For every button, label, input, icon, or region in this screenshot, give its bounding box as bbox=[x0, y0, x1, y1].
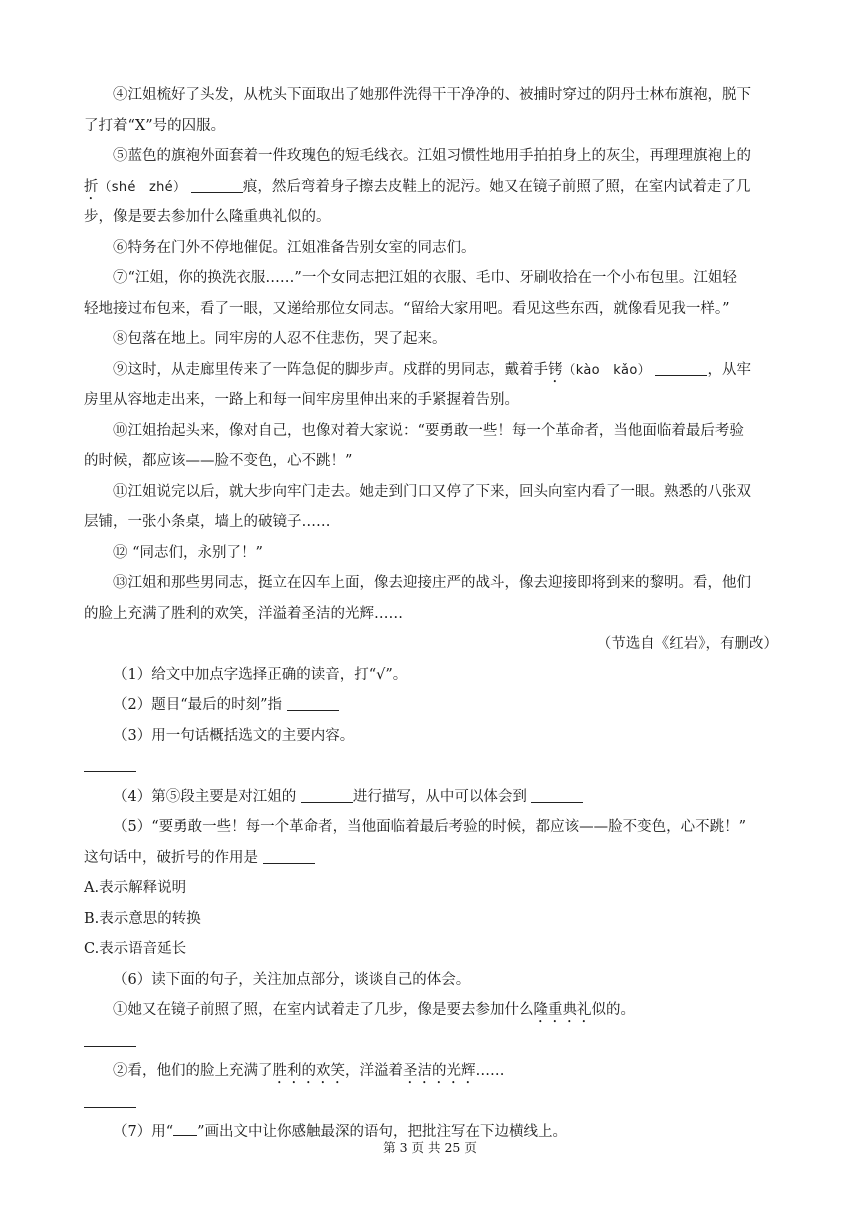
paragraph-9-line-1 bbox=[84, 355, 778, 386]
q6-sentence-2-post: …… bbox=[475, 1063, 505, 1079]
answer-blank-q5[interactable] bbox=[263, 845, 315, 864]
q6-sentence-1-dotted: 隆重典礼 bbox=[533, 1002, 592, 1018]
question-5-text: 这句话中，破折号的作用是 bbox=[84, 849, 258, 866]
paragraph-4-line-1: ④江姐梳好了头发，从枕头下面取出了她那件洗得干干净净的、被捕时穿过的阴丹士林布旗袍，脱下 bbox=[113, 87, 751, 103]
answer-blank-q3[interactable] bbox=[84, 753, 136, 772]
paragraph-8: ⑧包落在地上。同牢房的人忍不住悲伤，哭了起来。 bbox=[113, 331, 447, 347]
paragraph-5-line-2-text: 痕，然后弯着身子擦去皮鞋上的泥污。她又在镜子前照了照，在室内试着走了几 bbox=[242, 178, 751, 195]
answer-blank-q6-1[interactable] bbox=[84, 1028, 136, 1047]
answer-blank-q4-b[interactable] bbox=[531, 784, 583, 803]
paragraph-5-line-2 bbox=[84, 172, 778, 203]
question-7-text-pre: （7）用“ bbox=[113, 1124, 174, 1140]
dotted-char-kao: 铐 bbox=[548, 361, 563, 378]
paragraph-11-line-1: ⑪江姐说完以后，就大步向牢门走去。她走到门口又停了下来，回头向室内看了一眼。熟悉的八张双 bbox=[113, 483, 751, 500]
question-1: （1）给文中加点字选择正确的读音，打“√”。 bbox=[113, 666, 408, 683]
answer-blank-zhe[interactable] bbox=[191, 174, 243, 193]
option-c[interactable]: C.表示语音延长 bbox=[84, 941, 187, 957]
reading-passage bbox=[84, 80, 778, 1148]
question-2-text: （2）题目“最后的时刻”指 bbox=[113, 697, 283, 713]
q6-sentence-1-pre: ①她又在镜子前照了照，在室内试着走了几步，像是要去参加什么 bbox=[113, 1002, 534, 1018]
underline-sample bbox=[173, 1121, 197, 1136]
question-5-line-2 bbox=[84, 843, 778, 874]
answer-line-q3 bbox=[84, 751, 778, 782]
answer-blank-q4-a[interactable] bbox=[301, 784, 353, 803]
option-a[interactable]: A.表示解释说明 bbox=[84, 880, 187, 896]
paragraph-11-line-2: 层铺，一张小条桌，墙上的破镜子…… bbox=[84, 514, 331, 530]
paragraph-6: ⑥特务在门外不停地催促。江姐准备告别女室的同志们。 bbox=[113, 239, 476, 256]
paragraph-10-line-2: 的时候，都应该——脸不变色，心不跳！” bbox=[84, 453, 353, 469]
question-6-sentence-1 bbox=[84, 995, 778, 1026]
question-4-text-b: 进行描写，从中可以体会到 bbox=[352, 788, 527, 805]
question-6-sentence-2 bbox=[84, 1056, 778, 1087]
q6-sentence-2-dotted-1: 胜利的欢笑 bbox=[272, 1063, 345, 1079]
answer-blank-q6-2[interactable] bbox=[84, 1089, 136, 1108]
q6-sentence-2-pre: ②看，他们的脸上充满了 bbox=[113, 1063, 273, 1079]
pinyin-options-kao: （kào kǎo） bbox=[562, 362, 651, 378]
paragraph-4-line-2: 了打着“X”号的囚服。 bbox=[84, 117, 226, 134]
answer-blank-q2[interactable] bbox=[287, 692, 339, 711]
question-5-line-1: （5）“要勇敢一些！每一个革命者，当他面临着最后考验的时候，都应该——脸不变色，心不跳！” bbox=[113, 819, 747, 835]
paragraph-12: ⑫ “同志们，永别了！” bbox=[113, 544, 263, 561]
question-3: （3）用一句话概括选文的主要内容。 bbox=[113, 727, 355, 744]
paragraph-5-line-1: ⑤蓝色的旗袍外面套着一件玫瑰色的短毛线衣。江姐习惯性地用手拍拍身上的灰尘，再理理旗袍上的 bbox=[113, 148, 751, 164]
pinyin-options-zhe: （shé zhé） bbox=[98, 179, 187, 195]
question-4 bbox=[84, 782, 778, 813]
q6-sentence-1-post: 似的。 bbox=[591, 1002, 635, 1018]
q6-sentence-2-dotted-2: 圣洁的光辉 bbox=[403, 1063, 476, 1079]
question-6: （6）读下面的句子，关注加点部分，谈谈自己的体会。 bbox=[113, 971, 471, 988]
answer-blank-kao[interactable] bbox=[655, 357, 707, 376]
question-2 bbox=[84, 690, 778, 721]
page-footer: 第 3 页 共 25 页 bbox=[383, 1140, 477, 1155]
paragraph-7-line-1: ⑦“江姐，你的换洗衣服……”一个女同志把江姐的衣服、毛巾、牙刷收拾在一个小布包里。江姐轻 bbox=[113, 270, 737, 286]
paragraph-13-line-1: ⑬江姐和那些男同志，挺立在囚车上面，像去迎接庄严的战斗，像去迎接即将到来的黎明。看，他们 bbox=[113, 575, 751, 591]
answer-line-q6-1 bbox=[84, 1026, 778, 1057]
question-7-text-post: ”画出文中让你感触最深的语句，把批注写在下边横线上。 bbox=[197, 1124, 568, 1140]
paragraph-9-text-pre: ⑨这时，从走廊里传来了一阵急促的脚步声。戍群的男同志，戴着手 bbox=[113, 361, 548, 378]
dotted-char-zhe: 折 bbox=[84, 178, 99, 195]
paragraph-9-text-post: ，从牢 bbox=[707, 361, 751, 378]
q6-sentence-2-mid: ，洋溢着 bbox=[345, 1063, 403, 1079]
paragraph-10-line-1: ⑩江姐抬起头来，像对自己，也像对着大家说：“要勇敢一些！每一个革命者，当他面临着最后考验 bbox=[113, 422, 744, 439]
question-4-text-a: （4）第⑤段主要是对江姐的 bbox=[113, 788, 297, 805]
option-b[interactable]: B.表示意思的转换 bbox=[84, 910, 201, 927]
paragraph-7-line-2: 轻地接过布包来，看了一眼，又递给那位女同志。“留给大家用吧。看见这些东西，就像看见我一样。” bbox=[84, 300, 730, 317]
source-citation: （节选自《红岩》，有删改） bbox=[596, 636, 778, 652]
paragraph-5-line-3: 步，像是要去参加什么隆重典礼似的。 bbox=[84, 209, 331, 225]
paragraph-9-line-2: 房里从容地走出来，一路上和每一间牢房里伸出来的手紧握着告别。 bbox=[84, 392, 519, 408]
answer-line-q6-2 bbox=[84, 1087, 778, 1118]
paragraph-13-line-2: 的脸上充满了胜利的欢笑，洋溢着圣洁的光辉…… bbox=[84, 605, 403, 622]
